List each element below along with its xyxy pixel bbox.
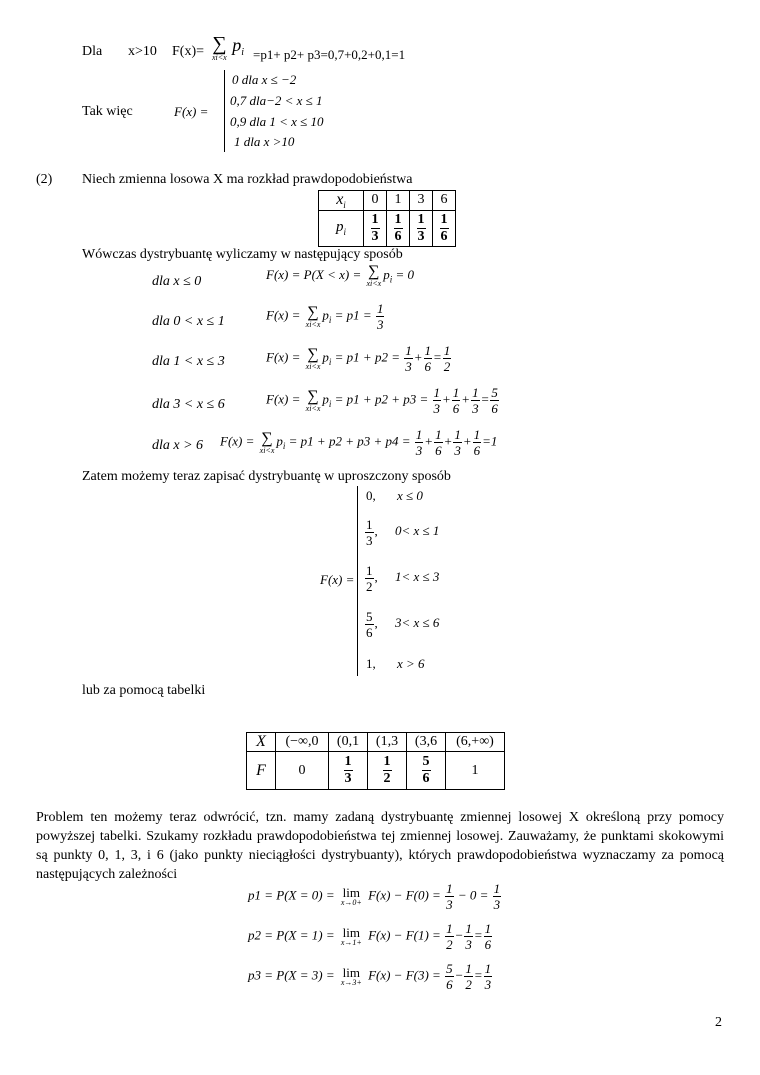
tak-label: Tak więc (82, 104, 133, 119)
table-p-2: $\frac{1}{3}$ (410, 210, 433, 246)
table-p-1: $\frac{1}{6}$ (387, 210, 410, 246)
table-x-1: 1 (387, 191, 410, 211)
case-cond-4: dla x > 6 (152, 438, 204, 453)
table-p-0: $\frac{1}{3}$ (364, 210, 387, 246)
section-intro: Niech zmienna losowa X ma rozkład prawdopodobieństwa (82, 172, 413, 187)
case-formula-1: F(x) = ∑ xi<x $p_i = p1$ = $\frac{1}{3}$ (266, 301, 384, 332)
case-formula-0: F(x) = P(X < x) = ∑ xi<x $p_i = 0$ (266, 263, 415, 288)
cdf-head-5: (6,+∞) (446, 733, 505, 752)
top-rhs: =p1+ p2+ p3=0,7+0,2+0,1=1 (253, 47, 406, 62)
table-head-p: $p_i$ (319, 210, 364, 246)
case-formula-3: F(x) = ∑ xi<x $p_i = p1 + p2 + p3$ = $\frac{1}{3}$ + $\frac{1}{6}$ + $\frac{1}{3}$ = $\frac{5}{6}$ (266, 385, 498, 416)
wowczas-text: Wówczas dystrybuantę wyliczamy w następujący sposób (82, 247, 403, 262)
table-x-0: 0 (364, 191, 387, 211)
page-number: 2 (715, 1015, 722, 1030)
piecewise-row-0: 0, x ≤ 0 (366, 488, 423, 503)
cdf-head-3: (1,3 (368, 733, 407, 752)
top-sum: ∑ xi<x $p_i$ (212, 33, 245, 62)
cdf-table (246, 732, 505, 790)
cdf-head-4: (3,6 (407, 733, 446, 752)
cdf-f3: $\frac{5}{6}$ (407, 752, 446, 790)
distribution-table (318, 190, 456, 247)
cdf-head-x: X (247, 733, 276, 752)
piecewise-brace (357, 486, 358, 676)
cdf-head-1: (−∞,0 (276, 733, 329, 752)
table-x-2: 3 (410, 191, 433, 211)
top-dla: Dla (82, 44, 103, 59)
table-head-x: $x_i$ (319, 191, 364, 211)
piecewise-row-3: $\frac{5}{6}$ , 3< x ≤ 6 (366, 609, 440, 640)
case-cond-1: dla 0 < x ≤ 1 (152, 314, 225, 329)
lub-text: lub za pomocą tabelki (82, 683, 206, 698)
cdf-f0: 0 (276, 752, 329, 790)
limit-row-0: p1 = P(X = 0) = lim x→0+ F(x) − F(0) = $\frac{1}{3}$ − 0 = $\frac{1}{3}$ (248, 881, 501, 912)
tak-case-1: 0,7 dla−2 < x ≤ 1 (230, 93, 323, 108)
piecewise-row-4: 1, x > 6 (366, 656, 425, 671)
piecewise-row-1: $\frac{1}{3}$ , 0< x ≤ 1 (366, 517, 440, 548)
zatem-text: Zatem możemy teraz zapisać dystrybuantę w uproszczony sposób (82, 469, 451, 484)
case-cond-3: dla 3 < x ≤ 6 (152, 397, 225, 412)
cdf-f4: 1 (446, 752, 505, 790)
cdf-f2: $\frac{1}{2}$ (368, 752, 407, 790)
case-cond-2: dla 1 < x ≤ 3 (152, 354, 225, 369)
case-formula-4: F(x) = ∑ xi<x $p_i = p1 + p2 + p3 + p4$ = $\frac{1}{3}$ + $\frac{1}{6}$ + $\frac{1}{3}$ + $\frac{1}{6}$ =1 (220, 427, 498, 458)
top-cond: x>10 (128, 44, 157, 59)
tak-case-2: 0,9 dla 1 < x ≤ 10 (230, 114, 324, 129)
limit-row-2: p3 = P(X = 3) = lim x→3+ F(x) − F(3) = $\frac{5}{6}$ − $\frac{1}{2}$ = $\frac{1}{3}$ (248, 961, 492, 992)
cdf-row-label: F (247, 752, 276, 790)
tak-case-3: 1 dla x >10 (234, 134, 295, 149)
section-number: (2) (36, 172, 53, 187)
case-formula-2: F(x) = ∑ xi<x $p_i = p1 + p2$ = $\frac{1}{3}$ + $\frac{1}{6}$ = $\frac{1}{2}$ (266, 343, 451, 374)
table-p-3: $\frac{1}{6}$ (433, 210, 456, 246)
tak-brace (224, 70, 225, 152)
tak-case-0: 0 dla x ≤ −2 (232, 72, 297, 87)
cdf-f1: $\frac{1}{3}$ (329, 752, 368, 790)
problem-paragraph: Problem ten możemy teraz odwrócić, tzn. mamy zadaną dystrybuantę zmiennej losowej X określoną przy pomocy powyższej tabelki. Szukamy rozkładu prawdopodobieństwa tej zmiennej losowej. Zauważamy, że punktami skokowymi są punkty 0, 1, 3, i 6 (jako punkty nieciągłości dystrybuanty), których prawdopodobieństwa wyznaczamy za pomocą następujących zależności (36, 810, 724, 882)
top-lhs: F(x)= (172, 44, 205, 59)
case-cond-0: dla x ≤ 0 (152, 274, 202, 289)
piecewise-lhs: F(x) = (320, 572, 355, 587)
piecewise-row-2: $\frac{1}{2}$ , 1< x ≤ 3 (366, 563, 440, 594)
limit-row-1: p2 = P(X = 1) = lim x→1+ F(x) − F(1) = $\frac{1}{2}$ − $\frac{1}{3}$ = $\frac{1}{6}$ (248, 921, 492, 952)
table-x-3: 6 (433, 191, 456, 211)
tak-lhs: F(x) = (174, 104, 209, 119)
cdf-head-2: (0,1 (329, 733, 368, 752)
